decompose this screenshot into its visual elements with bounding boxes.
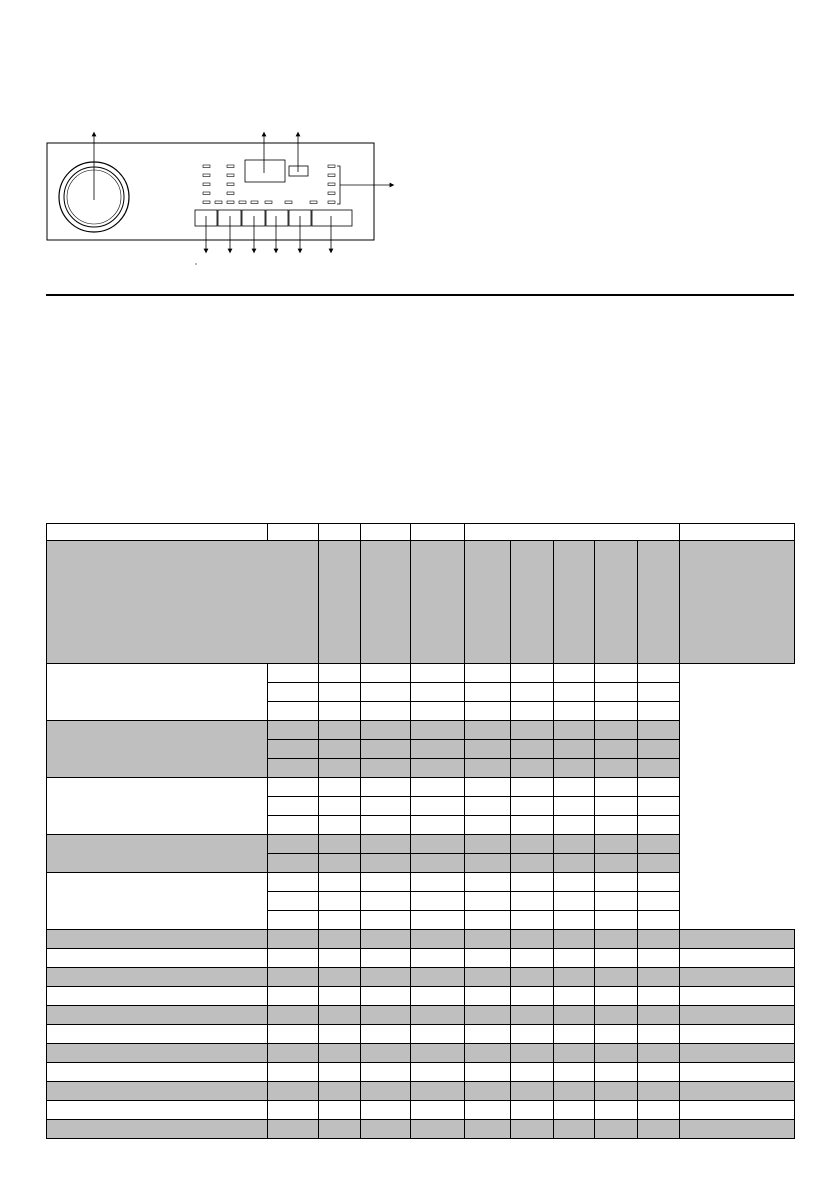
table-row [47, 1101, 795, 1120]
program-table-body [47, 524, 795, 1139]
table-row [47, 1063, 795, 1082]
table-row [47, 1120, 795, 1139]
panel-button-3[interactable] [242, 210, 265, 226]
table-row [47, 835, 795, 854]
button-row[interactable] [195, 210, 352, 226]
display-window [245, 160, 285, 182]
time-indicator [289, 166, 308, 176]
panel-button-4[interactable] [266, 210, 288, 226]
table-row [47, 721, 795, 740]
table-row [47, 1044, 795, 1063]
table-row [47, 1006, 795, 1025]
control-panel-diagram [0, 0, 840, 290]
table-row [47, 987, 795, 1006]
table-row [47, 968, 795, 987]
table-row [47, 949, 795, 968]
program-table [46, 523, 795, 1139]
table-row [47, 873, 795, 892]
indicator-lights-left [203, 165, 317, 204]
table-row [47, 1082, 795, 1101]
section-divider [46, 294, 794, 296]
table-header-row [47, 541, 795, 664]
table-row [47, 664, 795, 683]
table-row [47, 1025, 795, 1044]
panel-button-2[interactable] [218, 210, 241, 226]
table-row [47, 930, 795, 949]
panel-button-6[interactable] [312, 210, 352, 226]
table-row [47, 778, 795, 797]
indicator-bracket [337, 166, 340, 204]
panel-outline [47, 143, 374, 240]
table-top-row [47, 524, 795, 541]
indicator-lights-right [328, 165, 335, 204]
